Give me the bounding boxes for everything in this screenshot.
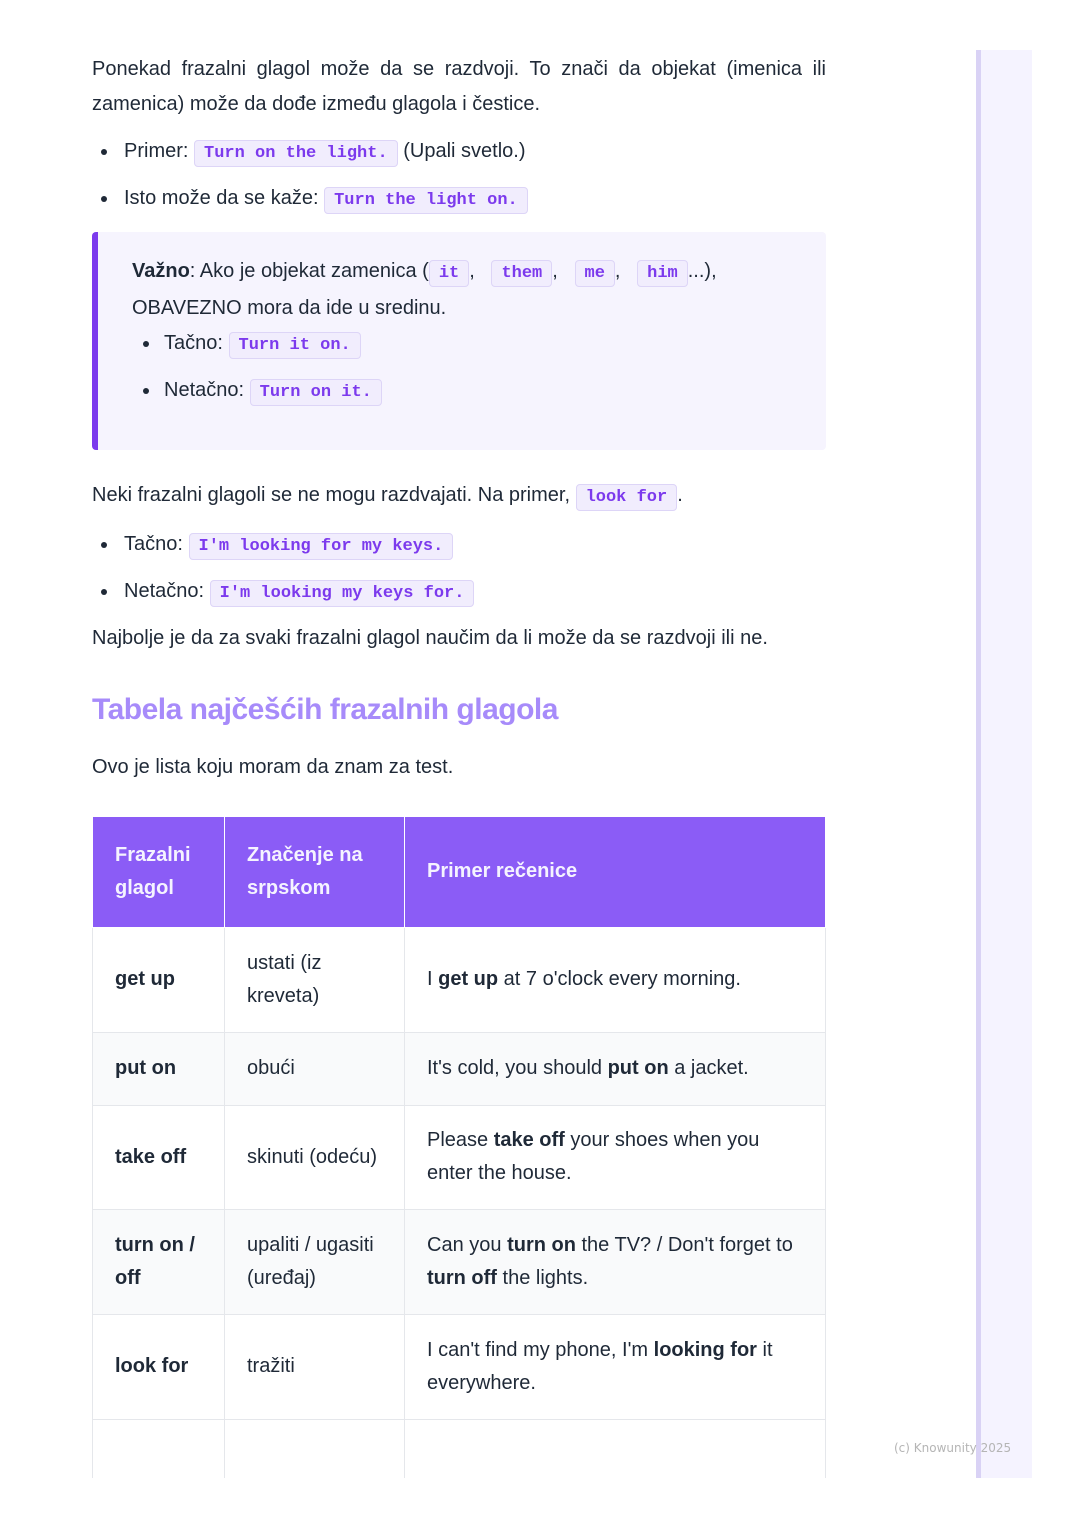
item-label: Primer: bbox=[124, 140, 189, 162]
code-snippet: me bbox=[575, 260, 615, 287]
item-label: Tačno: bbox=[164, 332, 223, 354]
callout-sentence: : Ako je objekat zamenica ( bbox=[189, 260, 429, 282]
copyright: (c) Knowunity 2025 bbox=[894, 1441, 1012, 1455]
paragraph-list-intro: Ovo je lista koju moram da znam za test. bbox=[92, 756, 454, 778]
list-item bbox=[92, 527, 826, 564]
code-snippet: I'm looking for my keys. bbox=[189, 533, 454, 560]
important-callout bbox=[92, 232, 826, 450]
cell-example bbox=[405, 927, 826, 1032]
example-text: it everywhere. bbox=[427, 1338, 773, 1394]
cell-verb: turn on / off bbox=[93, 1209, 225, 1314]
example-verb: put on bbox=[607, 1057, 669, 1079]
side-panel bbox=[976, 50, 1032, 1478]
code-snippet: Turn on the light. bbox=[194, 140, 398, 167]
cell-meaning: upaliti / ugasiti (uređaj) bbox=[225, 1209, 405, 1314]
cell-example bbox=[405, 1314, 826, 1419]
example-text: It's cold, you should bbox=[427, 1057, 608, 1079]
list-item bbox=[92, 134, 826, 171]
example-text: a jacket. bbox=[668, 1057, 749, 1079]
cell-verb: put on bbox=[93, 1032, 225, 1105]
example-text: Please bbox=[427, 1129, 494, 1151]
example-list-2 bbox=[92, 527, 826, 611]
header-verb: Frazalni glagol bbox=[93, 817, 225, 927]
list-item bbox=[92, 181, 826, 218]
example-text: I bbox=[427, 968, 439, 990]
example-text: the lights. bbox=[496, 1266, 589, 1289]
code-snippet: I'm looking my keys for. bbox=[210, 580, 475, 607]
empty-cell bbox=[225, 1419, 405, 1478]
item-label: Isto može da se kaže: bbox=[124, 187, 319, 209]
document-content bbox=[92, 52, 826, 1478]
code-snippet: him bbox=[637, 260, 688, 287]
paragraph-inseparable bbox=[92, 478, 826, 515]
paragraph-text: Neki frazalni glagoli se ne mogu razdvajati. Na primer, bbox=[92, 484, 570, 506]
code-snippet: it bbox=[429, 260, 469, 287]
table-row bbox=[93, 1419, 826, 1478]
cell-meaning: tražiti bbox=[225, 1314, 405, 1419]
item-translation: (Upali svetlo.) bbox=[403, 140, 526, 162]
code-snippet: look for bbox=[576, 484, 678, 511]
callout-list bbox=[132, 326, 792, 410]
cell-example bbox=[405, 1209, 826, 1314]
cell-verb: look for bbox=[93, 1314, 225, 1419]
example-text: Can you bbox=[427, 1233, 508, 1256]
table-row bbox=[93, 927, 826, 1032]
table-row bbox=[93, 1032, 826, 1105]
example-verb: take off bbox=[493, 1129, 565, 1151]
empty-cell bbox=[405, 1419, 826, 1478]
code-snippet: Turn the light on. bbox=[324, 187, 528, 214]
example-verb: get up bbox=[438, 968, 499, 990]
table-row bbox=[93, 1314, 826, 1419]
cell-verb: take off bbox=[93, 1105, 225, 1209]
header-example: Primer rečenice bbox=[405, 817, 826, 927]
code-snippet: Turn on it. bbox=[250, 379, 382, 406]
list-item bbox=[132, 326, 792, 363]
example-text: I can't find my phone, I'm bbox=[427, 1338, 654, 1361]
cell-meaning: ustati (iz kreveta) bbox=[225, 927, 405, 1032]
callout-text: Važno: Ako je objekat zamenica ( it , them , me , him ...), bbox=[132, 254, 792, 291]
intro-paragraph: Ponekad frazalni glagol može da se razdvoji. To znači da objekat (imenica ili zamenica) može da dođe između glagola i čestice. bbox=[92, 58, 826, 115]
item-label: Netačno: bbox=[124, 580, 205, 602]
callout-tail: ...), bbox=[687, 260, 717, 282]
cell-meaning: obući bbox=[225, 1032, 405, 1105]
item-label: Netačno: bbox=[164, 379, 245, 401]
list-item bbox=[132, 373, 792, 410]
example-verb: looking for bbox=[653, 1338, 757, 1361]
phrasal-verbs-table bbox=[92, 817, 826, 1478]
item-label: Tačno: bbox=[124, 533, 183, 555]
example-verb: turn on bbox=[507, 1233, 576, 1256]
header-meaning: Značenje na srpskom bbox=[225, 817, 405, 927]
code-snippet: Turn it on. bbox=[229, 332, 361, 359]
cell-verb: get up bbox=[93, 927, 225, 1032]
list-item bbox=[92, 574, 826, 611]
example-text: the TV? / Don't forget to bbox=[575, 1233, 793, 1256]
table-row bbox=[93, 1105, 826, 1209]
empty-cell bbox=[93, 1419, 225, 1478]
example-verb: turn off bbox=[427, 1266, 497, 1289]
example-text: your shoes when you enter the house. bbox=[427, 1129, 760, 1184]
table-header-row bbox=[93, 817, 826, 927]
paragraph-end: . bbox=[677, 484, 683, 506]
section-heading: Tabela najčešćih frazalnih glagola bbox=[92, 693, 558, 726]
cell-example bbox=[405, 1032, 826, 1105]
paragraph-advice: Najbolje je da za svaki frazalni glagol naučim da li može da se razdvoji ili ne. bbox=[92, 627, 768, 649]
callout-line2: OBAVEZNO mora da ide u sredinu. bbox=[132, 297, 447, 319]
example-list bbox=[92, 134, 826, 218]
callout-bold: Važno bbox=[132, 260, 190, 282]
example-text: at 7 o'clock every morning. bbox=[498, 968, 741, 990]
code-snippet: them bbox=[491, 260, 552, 287]
cell-example bbox=[405, 1105, 826, 1209]
cell-meaning: skinuti (odeću) bbox=[225, 1105, 405, 1209]
table-row bbox=[93, 1209, 826, 1314]
